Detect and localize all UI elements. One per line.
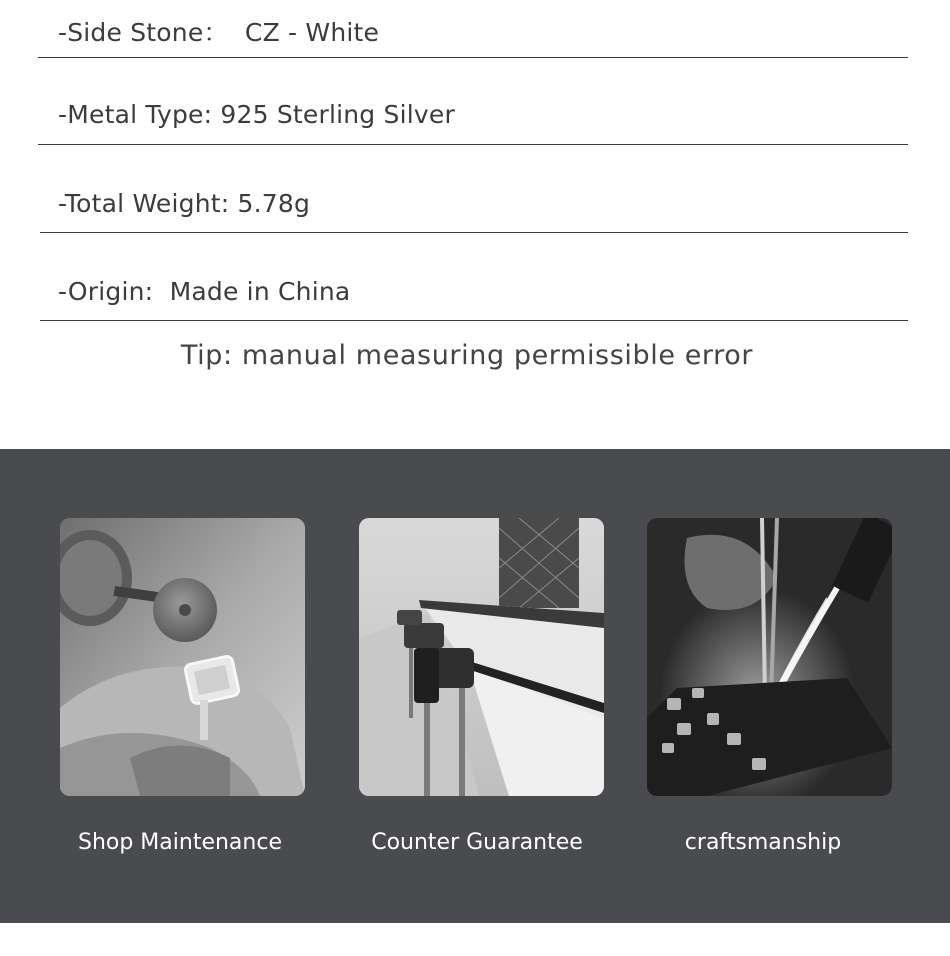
- spec-row-side-stone: [38, 0, 908, 58]
- spec-total-weight: -Total Weight: 5.78g: [58, 189, 311, 218]
- services-band: [0, 449, 950, 923]
- spec-row-origin: [40, 233, 908, 321]
- craftsmanship-image: [647, 518, 892, 796]
- spec-metal-type: -Metal Type: 925 Sterling Silver: [58, 100, 455, 129]
- counter-guarantee-image: [359, 518, 604, 796]
- caption-craftsmanship: craftsmanship: [684, 830, 842, 855]
- spec-row-total-weight: [40, 145, 908, 233]
- product-specs: [0, 0, 950, 449]
- caption-counter-guarantee: Counter Guarantee: [371, 830, 583, 855]
- spec-side-stone: -Side Stone： CZ - White: [58, 18, 380, 47]
- bottom-margin: [0, 923, 950, 956]
- measurement-tip: Tip: manual measuring permissible error: [180, 340, 754, 371]
- spec-origin: -Origin: Made in China: [58, 277, 351, 306]
- spec-row-metal-type: [38, 57, 908, 145]
- shop-maintenance-image: [60, 518, 305, 796]
- caption-shop-maintenance: Shop Maintenance: [77, 830, 282, 855]
